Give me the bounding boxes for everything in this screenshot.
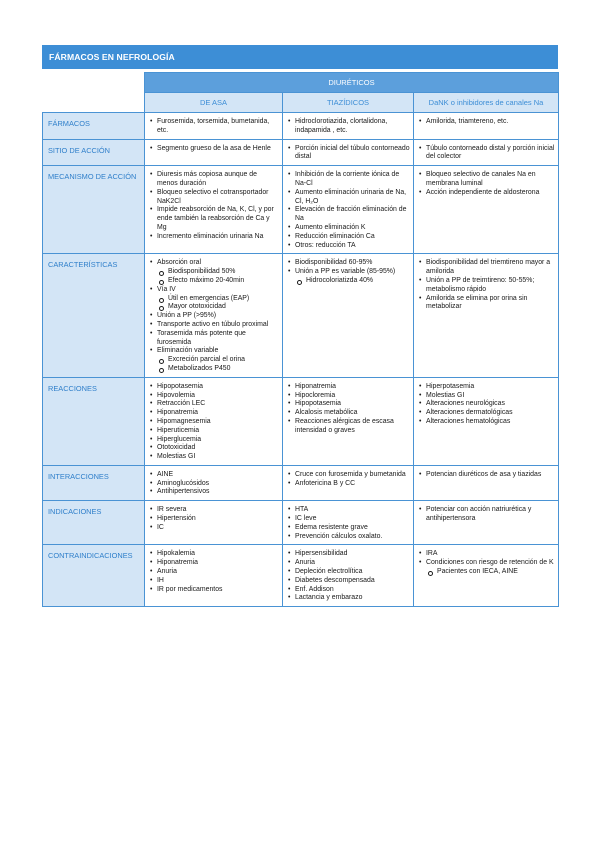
sub-bullet-item: Mayor ototoxicidad	[149, 303, 279, 312]
table-row	[43, 139, 559, 166]
bullet-item: • Otros: reducción TA	[287, 242, 410, 251]
sub-bullet-item: Biodisponibilidad 50%	[149, 268, 279, 277]
bullet-item: • Unión a PP es variable (85-95%)	[287, 268, 410, 277]
table-cell	[145, 377, 283, 465]
bullet-item: • Edema resistente grave	[287, 524, 410, 533]
bullet-item: • Hipocloremia	[287, 392, 410, 401]
bullet-item: • Hipovolemia	[149, 392, 279, 401]
table-cell	[283, 166, 414, 254]
table-row	[43, 254, 559, 377]
bullet-item: • Diabetes descompensada	[287, 577, 410, 586]
bullet-list	[149, 550, 279, 594]
bullet-list	[149, 471, 279, 497]
bullet-item: • Hipopotasemia	[287, 400, 410, 409]
bullet-item: • Reacciones alérgicas de escasa intensidad o graves	[287, 418, 410, 436]
bullet-list	[418, 118, 555, 127]
bullet-item: • Anfotericina B y CC	[287, 480, 410, 489]
bullet-list	[287, 259, 410, 285]
bullet-item: • Elevación de fracción eliminación de Na	[287, 206, 410, 224]
bullet-item: • Hipertensión	[149, 515, 279, 524]
table-cell	[145, 501, 283, 545]
bullet-item: • Torasemida más potente que furosemida	[149, 330, 279, 348]
table-cell	[145, 139, 283, 166]
table-cell	[414, 545, 559, 607]
bullet-item: • Hiponatremia	[149, 559, 279, 568]
table-body	[43, 113, 559, 607]
bullet-item: • IR por medicamentos	[149, 586, 279, 595]
table-row	[43, 377, 559, 465]
bullet-list	[149, 145, 279, 154]
bullet-list	[149, 383, 279, 462]
bullet-list	[287, 171, 410, 250]
bullet-item: • Hiperglucemia	[149, 436, 279, 445]
bullet-item: • AINE	[149, 471, 279, 480]
column-header: TIAZÍDICOS	[283, 93, 414, 113]
row-header: FÁRMACOS	[43, 113, 145, 140]
group-header-row	[43, 73, 559, 93]
bullet-item: • Lactancia y embarazo	[287, 594, 410, 603]
bullet-item: • Hipomagnesemia	[149, 418, 279, 427]
table-cell	[414, 254, 559, 377]
bullet-item: • Molestias GI	[418, 392, 555, 401]
bullet-item: • IR severa	[149, 506, 279, 515]
table-row	[43, 501, 559, 545]
table-row	[43, 113, 559, 140]
bullet-list	[149, 118, 279, 136]
bullet-list	[418, 145, 555, 163]
bullet-item: • Enf. Addison	[287, 586, 410, 595]
table-cell	[283, 139, 414, 166]
sub-bullet-item: Útil en emergencias (EAP)	[149, 295, 279, 304]
bullet-item: • Anuria	[149, 568, 279, 577]
bullet-list	[418, 171, 555, 197]
row-header: CONTRAINDICACIONES	[43, 545, 145, 607]
bullet-item: • Potenciar con acción natriurética y antihipertensora	[418, 506, 555, 524]
row-header: REACCIONES	[43, 377, 145, 465]
sub-bullet-item: Metabolizados P450	[149, 365, 279, 374]
bullet-item: • Alcalosis metabólica	[287, 409, 410, 418]
bullet-list	[149, 171, 279, 241]
bullet-item: • Bloqueo selectivo el cotransportador NaK2Cl	[149, 189, 279, 207]
bullet-list	[418, 550, 555, 576]
bullet-item: • Incremento eliminación urinaria Na	[149, 233, 279, 242]
bullet-item: • Impide reabsorción de Na, K, Cl, y por ende también la reabsorción de Ca y Mg	[149, 206, 279, 232]
bullet-list	[287, 506, 410, 541]
header-corner	[43, 93, 145, 113]
bullet-item: • Segmento grueso de la asa de Henle	[149, 145, 279, 154]
bullet-item: • Amilorida, triamtereno, etc.	[418, 118, 555, 127]
table-cell	[414, 501, 559, 545]
bullet-item: • Condiciones con riesgo de retención de K	[418, 559, 555, 568]
row-header: MECANISMO DE ACCIÓN	[43, 166, 145, 254]
bullet-item: • Hidroclorotiazida, clortalidona, indapamida , etc.	[287, 118, 410, 136]
bullet-item: • Hipokalemia	[149, 550, 279, 559]
bullet-item: • Molestias GI	[149, 453, 279, 462]
bullet-item: • Acción independiente de aldosterona	[418, 189, 555, 198]
group-header-diureticos: DIURÉTICOS	[145, 73, 559, 93]
sub-bullet-item: Hidrocoloriatizda 40%	[287, 277, 410, 286]
table-cell	[283, 377, 414, 465]
bullet-item: • Aumento eliminación K	[287, 224, 410, 233]
bullet-item: • Aminoglucósidos	[149, 480, 279, 489]
table-cell	[145, 166, 283, 254]
bullet-item: • Furosemida, torsemida, bumetanida, etc.	[149, 118, 279, 136]
bullet-item: • Prevención cálculos oxalato.	[287, 533, 410, 542]
table-cell	[283, 465, 414, 500]
bullet-list	[149, 259, 279, 373]
column-header: DE ASA	[145, 93, 283, 113]
sub-bullet-item: Pacientes con IECA, AINE	[418, 568, 555, 577]
bullet-item: • Potencian diuréticos de asa y tiazidas	[418, 471, 555, 480]
table-row	[43, 465, 559, 500]
sub-bullet-item: Efecto máximo 20-40min	[149, 277, 279, 286]
bullet-list	[287, 145, 410, 163]
table-cell	[414, 377, 559, 465]
bullet-item: • HTA	[287, 506, 410, 515]
bullet-item: • Eliminación variable	[149, 347, 279, 356]
bullet-item: • Alteraciones hematológicas	[418, 418, 555, 427]
bullet-list	[287, 471, 410, 489]
bullet-item: • Alteraciones dermatológicas	[418, 409, 555, 418]
drug-table	[42, 72, 559, 607]
bullet-item: • Reducción eliminación Ca	[287, 233, 410, 242]
bullet-item: • IC leve	[287, 515, 410, 524]
table-cell	[414, 139, 559, 166]
table-cell	[414, 166, 559, 254]
row-header: CARACTERÍSTICAS	[43, 254, 145, 377]
row-header: INDICACIONES	[43, 501, 145, 545]
bullet-list	[287, 550, 410, 603]
table-cell	[145, 545, 283, 607]
table-cell	[283, 545, 414, 607]
bullet-list	[418, 471, 555, 480]
table-cell	[283, 254, 414, 377]
page-title: FÁRMACOS EN NEFROLOGÍA	[42, 45, 558, 69]
bullet-item: • Transporte activo en túbulo proximal	[149, 321, 279, 330]
bullet-item: • Ototoxicidad	[149, 444, 279, 453]
bullet-list	[149, 506, 279, 532]
bullet-list	[418, 259, 555, 312]
bullet-item: • Biodisponibilidad 60-95%	[287, 259, 410, 268]
bullet-item: • Biodisponibilidad del triemtireno mayor a amilorida	[418, 259, 555, 277]
bullet-list	[287, 383, 410, 436]
bullet-item: • Bloqueo selectivo de canales Na en membrana luminal	[418, 171, 555, 189]
bullet-item: • Hiponatremia	[149, 409, 279, 418]
bullet-item: • Depleción electrolítica	[287, 568, 410, 577]
table-row	[43, 545, 559, 607]
header-corner	[43, 73, 145, 93]
bullet-item: • Antihipertensivos	[149, 488, 279, 497]
bullet-item: • Alteraciones neurológicas	[418, 400, 555, 409]
bullet-item: • Túbulo contorneado distal y porción inicial del colector	[418, 145, 555, 163]
bullet-item: • Cruce con furosemida y bumetanida	[287, 471, 410, 480]
bullet-item: • Hiponatremia	[287, 383, 410, 392]
bullet-item: • Retracción LEC	[149, 400, 279, 409]
sub-bullet-item: Excreción parcial el orina	[149, 356, 279, 365]
bullet-item: • Anuria	[287, 559, 410, 568]
column-header: DaNK o inhibidores de canales Na	[414, 93, 559, 113]
bullet-item: • Diuresis más copiosa aunque de menos duración	[149, 171, 279, 189]
table-cell	[145, 254, 283, 377]
table-cell	[145, 465, 283, 500]
bullet-item: • Hiperpotasemia	[418, 383, 555, 392]
bullet-item: • Aumento eliminación urinaria de Na, Cl, H₂O	[287, 189, 410, 207]
bullet-item: • Absorción oral	[149, 259, 279, 268]
table-row	[43, 166, 559, 254]
bullet-item: • IC	[149, 524, 279, 533]
document-page	[42, 45, 558, 607]
bullet-item: • Hipopotasemia	[149, 383, 279, 392]
bullet-list	[418, 383, 555, 427]
bullet-item: • Hiperuticemia	[149, 427, 279, 436]
table-cell	[283, 501, 414, 545]
bullet-item: • Amilorida se elimina por orina sin metabolizar	[418, 295, 555, 313]
bullet-item: • Unión a PP (>95%)	[149, 312, 279, 321]
bullet-list	[287, 118, 410, 136]
table-cell	[414, 465, 559, 500]
bullet-item: • Hipersensibilidad	[287, 550, 410, 559]
table-cell	[283, 113, 414, 140]
row-header: INTERACCIONES	[43, 465, 145, 500]
bullet-item: • Vía IV	[149, 286, 279, 295]
row-header: SITIO DE ACCIÓN	[43, 139, 145, 166]
table-cell	[145, 113, 283, 140]
bullet-list	[418, 506, 555, 524]
bullet-item: • IRA	[418, 550, 555, 559]
bullet-item: • Porción inicial del túbulo contorneado distal	[287, 145, 410, 163]
table-cell	[414, 113, 559, 140]
column-header-row	[43, 93, 559, 113]
bullet-item: • IH	[149, 577, 279, 586]
bullet-item: • Inhibición de la corriente iónica de Na-Cl	[287, 171, 410, 189]
bullet-item: • Unión a PP de treimtireno: 50-55%; metabolismo rápido	[418, 277, 555, 295]
